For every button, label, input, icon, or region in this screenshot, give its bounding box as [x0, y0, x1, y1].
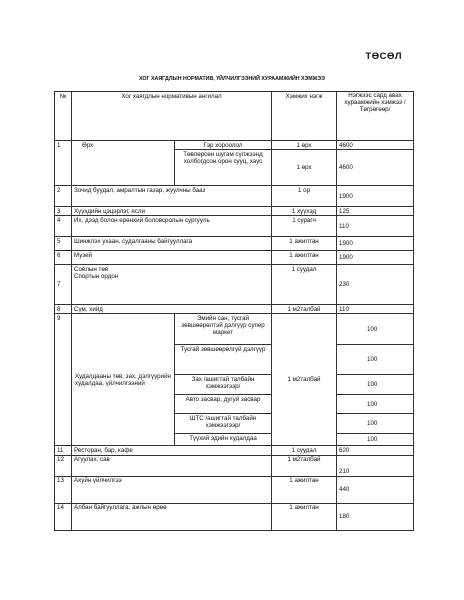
table-row — [55, 314, 414, 345]
sub-row-name: Авто засвар, дугуй засвар — [175, 395, 272, 414]
table-row — [55, 265, 414, 305]
row-name-line: Спортын ордон — [74, 272, 119, 280]
col-header-category: Хог хаягдлын нормативын ангилал — [72, 92, 272, 141]
table-row — [55, 141, 414, 150]
row-no: 1 — [55, 141, 72, 186]
table-row — [55, 503, 414, 530]
row-name: Сүм, хийд — [72, 305, 272, 314]
row-fee: 440 — [337, 476, 414, 503]
row-fee: 100 — [337, 375, 414, 395]
row-no: 14 — [55, 503, 72, 530]
sub-row-name: Түүхий эдийн худалдаа — [175, 434, 272, 446]
sub-row-name: Тусгай зөвшөөрөлгүй дэлгүүр — [175, 345, 272, 375]
table-header-row — [55, 92, 414, 141]
sub-row-name: Эмийн сан, тусгай зөвшөөрөлтэй дэлгүүр супер маркет — [175, 314, 272, 345]
row-unit: 1 м2талбай — [272, 305, 337, 314]
table-row — [55, 476, 414, 503]
row-unit: 1 ажилтан — [272, 476, 337, 503]
sub-row-name: ШТС /ашигтай талбайн хэмжээгээр/ — [175, 414, 272, 434]
draft-label: ТӨСӨЛ — [365, 51, 402, 62]
row-fee: 100 — [337, 314, 414, 345]
table-row — [55, 207, 414, 216]
row-unit: 1 ажилтан — [272, 237, 337, 251]
row-unit: 1 ажилтан — [272, 251, 337, 265]
document-title: ХОГ ХАЯГДЛЫН НОРМАТИВ, ҮЙЛЧИЛГЭЭНИЙ ХУРААМЖИЙН ХЭМЖЭЭ — [139, 76, 325, 82]
row-no: 8 — [55, 305, 72, 314]
col-header-fee: Нэгжээс сард авах хураамжийн хэмжээ /Төгрөгөөр/ — [337, 92, 414, 141]
row-fee: 4600 — [337, 150, 414, 186]
row-fee: 100 — [337, 434, 414, 446]
row-fee: 1900 — [337, 237, 414, 251]
row-no: 12 — [55, 455, 72, 476]
row-name: Их, дээд болон ерөнхий боловсролын сургууль — [72, 216, 272, 237]
row-fee: 100 — [337, 395, 414, 414]
row-unit: 1 ажилтан — [272, 503, 337, 530]
row-name: Ахуйн үйлчилгээ — [72, 476, 272, 503]
sub-row-name: Гэр хороолол — [175, 141, 272, 150]
row-fee: 1900 — [337, 251, 414, 265]
row-name — [72, 265, 272, 305]
row-fee: 230 — [337, 265, 414, 305]
row-unit: 1 өрх — [272, 141, 337, 150]
row-no: 6 — [55, 251, 72, 265]
row-fee: 210 — [337, 455, 414, 476]
row-unit: 1 м2талбай — [272, 314, 337, 446]
row-unit: 1 сурагч — [272, 216, 337, 237]
col-header-unit: Хэмжих нэгж — [272, 92, 337, 141]
row-no: 11 — [55, 446, 72, 455]
row-name: Агуулах, сав — [72, 455, 272, 476]
row-unit: 1 м2талбай — [272, 455, 337, 476]
table-row — [55, 446, 414, 455]
sub-row-name: Төвлөрсөн шугам сүлжээнд холбогдсон орон сууц, хаус — [175, 150, 272, 186]
row-fee: 100 — [337, 345, 414, 375]
table-row — [55, 305, 414, 314]
row-fee: 100 — [337, 414, 414, 434]
row-unit: 1 хүүхэд — [272, 207, 337, 216]
row-fee: 1900 — [337, 186, 414, 207]
table-row — [55, 251, 414, 265]
row-no: 2 — [55, 186, 72, 207]
row-name-line: Соёлын төв — [74, 265, 109, 273]
row-name: Өрх — [72, 141, 175, 186]
row-unit: 1 ор — [272, 186, 337, 207]
row-no: 13 — [55, 476, 72, 503]
row-name: Хүүхдийн цэцэрлэг, ясли — [72, 207, 272, 216]
table-row — [55, 237, 414, 251]
row-name: Худалдааны төв, зах, дэлгүүрийн худалдаа, үйлчилгээний — [72, 314, 175, 446]
row-name: Зочид буудал, амралтын газар, жуулчны бааз — [72, 186, 272, 207]
row-unit: 1 өрх — [272, 150, 337, 186]
row-fee: 620 — [337, 446, 414, 455]
row-no: 9 — [55, 314, 72, 446]
row-no: 7 — [55, 265, 72, 305]
row-name: Ресторан, бар, кафе — [72, 446, 272, 455]
row-fee: 4600 — [337, 141, 414, 150]
row-name: Шинжлэх ухаан, судалгааны байгууллага — [72, 237, 272, 251]
row-unit: 1 суудал — [272, 446, 337, 455]
row-fee: 110 — [337, 305, 414, 314]
row-unit: 1 суудал — [272, 265, 337, 305]
table-row — [55, 455, 414, 476]
row-no: 5 — [55, 237, 72, 251]
fee-table — [54, 91, 414, 531]
row-fee: 110 — [337, 216, 414, 237]
row-fee: 125 — [337, 207, 414, 216]
table-row — [55, 216, 414, 237]
col-header-no: № — [55, 92, 72, 141]
row-fee: 180 — [337, 503, 414, 530]
row-name: Музей — [72, 251, 272, 265]
sub-row-name: Зах /ашигтай талбайн хэмжээгээр/ — [175, 375, 272, 395]
row-name: Албан байгууллага, ажлын өрөө — [72, 503, 272, 530]
row-no: 4 — [55, 216, 72, 237]
table-row — [55, 186, 414, 207]
row-no: 3 — [55, 207, 72, 216]
